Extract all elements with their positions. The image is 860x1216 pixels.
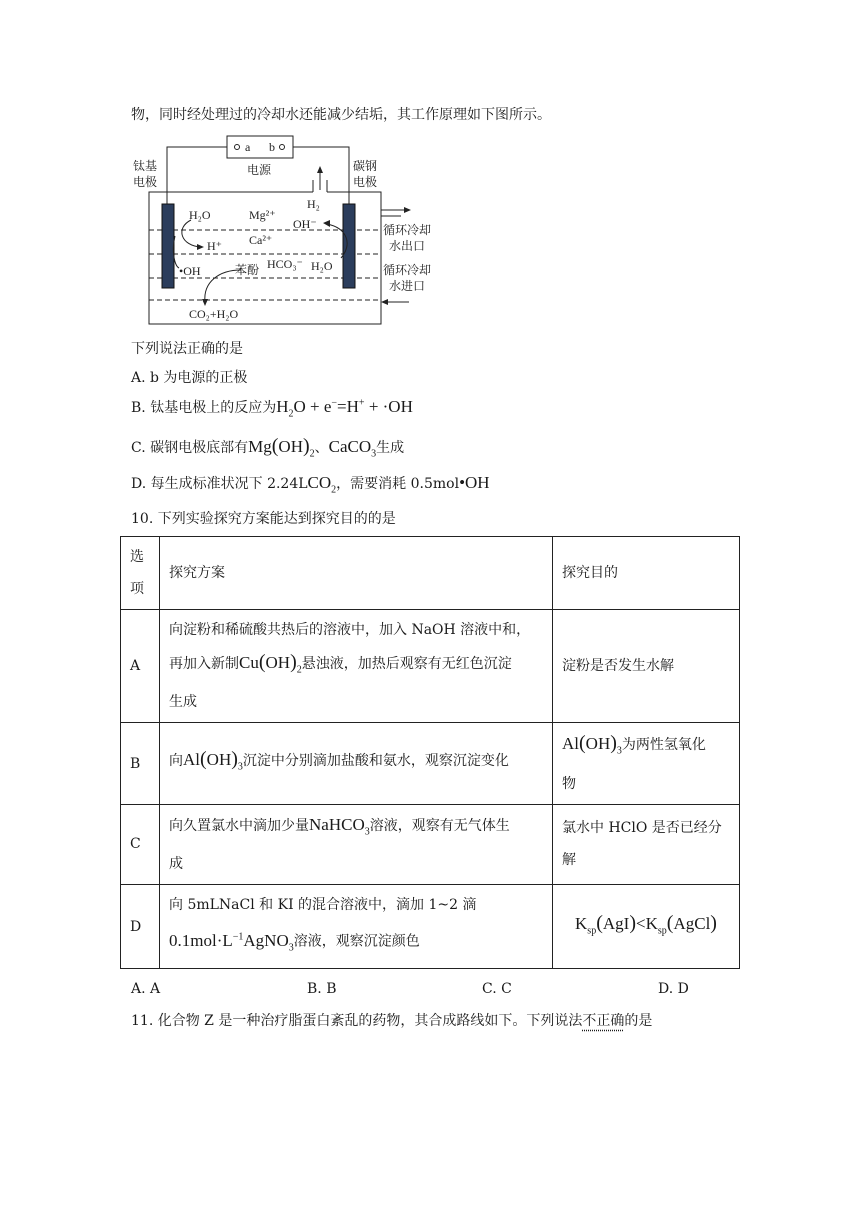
q9-prompt: 下列说法正确的是 — [131, 341, 243, 357]
phenol-label: 苯酚 — [235, 263, 260, 277]
hco3-label: HCO₃⁻ — [267, 257, 303, 271]
table-header-row — [121, 537, 740, 610]
q11-prefix: 11. 化合物 Z 是一种治疗脂蛋白紊乱的药物，其合成路线如下。下列说法 — [131, 1013, 583, 1029]
mgoh2-formula: $Mg(OH)_2$ — [248, 435, 315, 460]
h-plus-label: H⁺ — [207, 239, 222, 253]
outlet-label-2: 水出口 — [389, 239, 426, 253]
h2-label: H₂ — [307, 197, 320, 211]
left-electrode-label-1: 钛基 — [133, 159, 158, 173]
q10-choice-a: A. A — [131, 981, 161, 997]
h2o-to-h-arrow — [182, 220, 201, 247]
outlet-label-1: 循环冷却 — [383, 223, 432, 237]
q9-option-d-text: D. 每生成标准状况下 2.24L — [131, 476, 308, 492]
q11-title — [131, 1010, 652, 1030]
mg-label: Mg²⁺ — [249, 208, 276, 222]
table-row — [121, 885, 740, 969]
oh-radical-label: •OH — [179, 264, 201, 278]
power-source — [227, 136, 293, 158]
q10-title: 10. 下列实验探究方案能达到探究目的的是 — [131, 511, 396, 527]
q10-choice-c: C. C — [482, 981, 512, 997]
q9-option-b-text: B. 钛基电极上的反应为 — [131, 400, 277, 416]
wire-right — [293, 147, 349, 204]
right-electrode-label-1: 碳钢 — [353, 159, 378, 173]
intro-line: 物，同时经处理过的冷却水还能减少结垢，其工作原理如下图所示。 — [131, 107, 551, 123]
power-label: 电源 — [247, 163, 272, 177]
row-d-label: D — [121, 885, 160, 969]
header-goal: 探究目的 — [553, 537, 740, 610]
row-c-plan: 向久置氯水中滴加少量NaHCO$_3$溶液，观察有无气体生 成 — [160, 804, 553, 884]
row-a-goal: 淀粉是否发生水解 — [553, 610, 740, 723]
right-electrode-label-2: 电极 — [353, 175, 378, 189]
h2o-label: H₂O — [189, 208, 211, 222]
q9-option-d — [131, 473, 490, 495]
terminal-b-label: b — [269, 140, 275, 154]
q9-option-c-suffix: 生成 — [376, 440, 405, 456]
row-a-plan: 向淀粉和稀硫酸共热后的溶液中，加入 NaOH 溶液中和， 再加入新制$Cu(OH)_2$悬浊液，加热后观察有无红色沉淀 生成 — [160, 610, 553, 723]
left-electrode-label-2: 电极 — [133, 175, 158, 189]
q9-option-d-mid: ，需要消耗 0.5mol — [336, 476, 460, 492]
row-a-label: A — [121, 610, 160, 723]
row-b-label: B — [121, 723, 160, 804]
terminal-b-icon — [280, 145, 285, 150]
terminal-a-icon — [235, 145, 240, 150]
row-d-goal: $K_{sp}(AgI)<K_{sp}(AgCl)$ — [553, 885, 740, 969]
header-plan: 探究方案 — [160, 537, 553, 610]
q9-option-c — [131, 435, 404, 459]
terminal-a-label: a — [245, 140, 251, 154]
q9-option-b — [131, 397, 413, 419]
table-row — [121, 804, 740, 884]
q10-choice-d: D. D — [658, 981, 689, 997]
row-c-goal: 氯水中 HClO 是否已经分 解 — [553, 804, 740, 884]
row-d-plan: 向 5mLNaCl 和 KI 的混合溶液中，滴加 1~2 滴 $0.1mol\cdot L^{-1}AgNO_3$溶液，观察沉淀颜色 — [160, 885, 553, 969]
q11-emphasis: 不正确 — [582, 1013, 625, 1029]
wire-left — [167, 147, 227, 204]
electrolysis-diagram — [131, 132, 451, 332]
q9-option-c-mid: 、 — [314, 440, 329, 456]
q9-option-d-suffix: •OH — [459, 473, 490, 492]
experiment-table — [120, 536, 740, 969]
row-b-goal: $Al(OH)_3$为两性氢氧化 物 — [553, 723, 740, 804]
q9-option-c-text: C. 碳钢电极底部有 — [131, 440, 249, 456]
table-row — [121, 610, 740, 723]
titanium-electrode — [162, 204, 174, 288]
oh-minus-label: OH⁻ — [293, 217, 317, 231]
inlet-label-2: 水进口 — [389, 279, 426, 293]
q9-option-b-equation: $H_2O + e^-=H^+ + \cdot OH$ — [276, 397, 413, 420]
ca-label: Ca²⁺ — [249, 233, 273, 247]
h2o-right-label: H₂O — [311, 259, 333, 273]
products-label: CO₂+H₂O — [189, 307, 239, 321]
table-row — [121, 723, 740, 804]
carbon-steel-electrode — [343, 204, 355, 288]
header-option: 选 项 — [121, 537, 160, 610]
q9-option-a: A. b 为电源的正极 — [131, 370, 248, 386]
q10-choice-b: B. B — [307, 981, 337, 997]
co2-formula: $CO_2$ — [307, 473, 337, 496]
row-c-label: C — [121, 804, 160, 884]
q11-suffix: 的是 — [624, 1013, 653, 1029]
caco3-formula: CaCO$_3$ — [328, 437, 377, 460]
inlet-label-1: 循环冷却 — [383, 263, 432, 277]
row-b-plan: 向$Al(OH)_3$沉淀中分别滴加盐酸和氨水，观察沉淀变化 — [160, 723, 553, 804]
